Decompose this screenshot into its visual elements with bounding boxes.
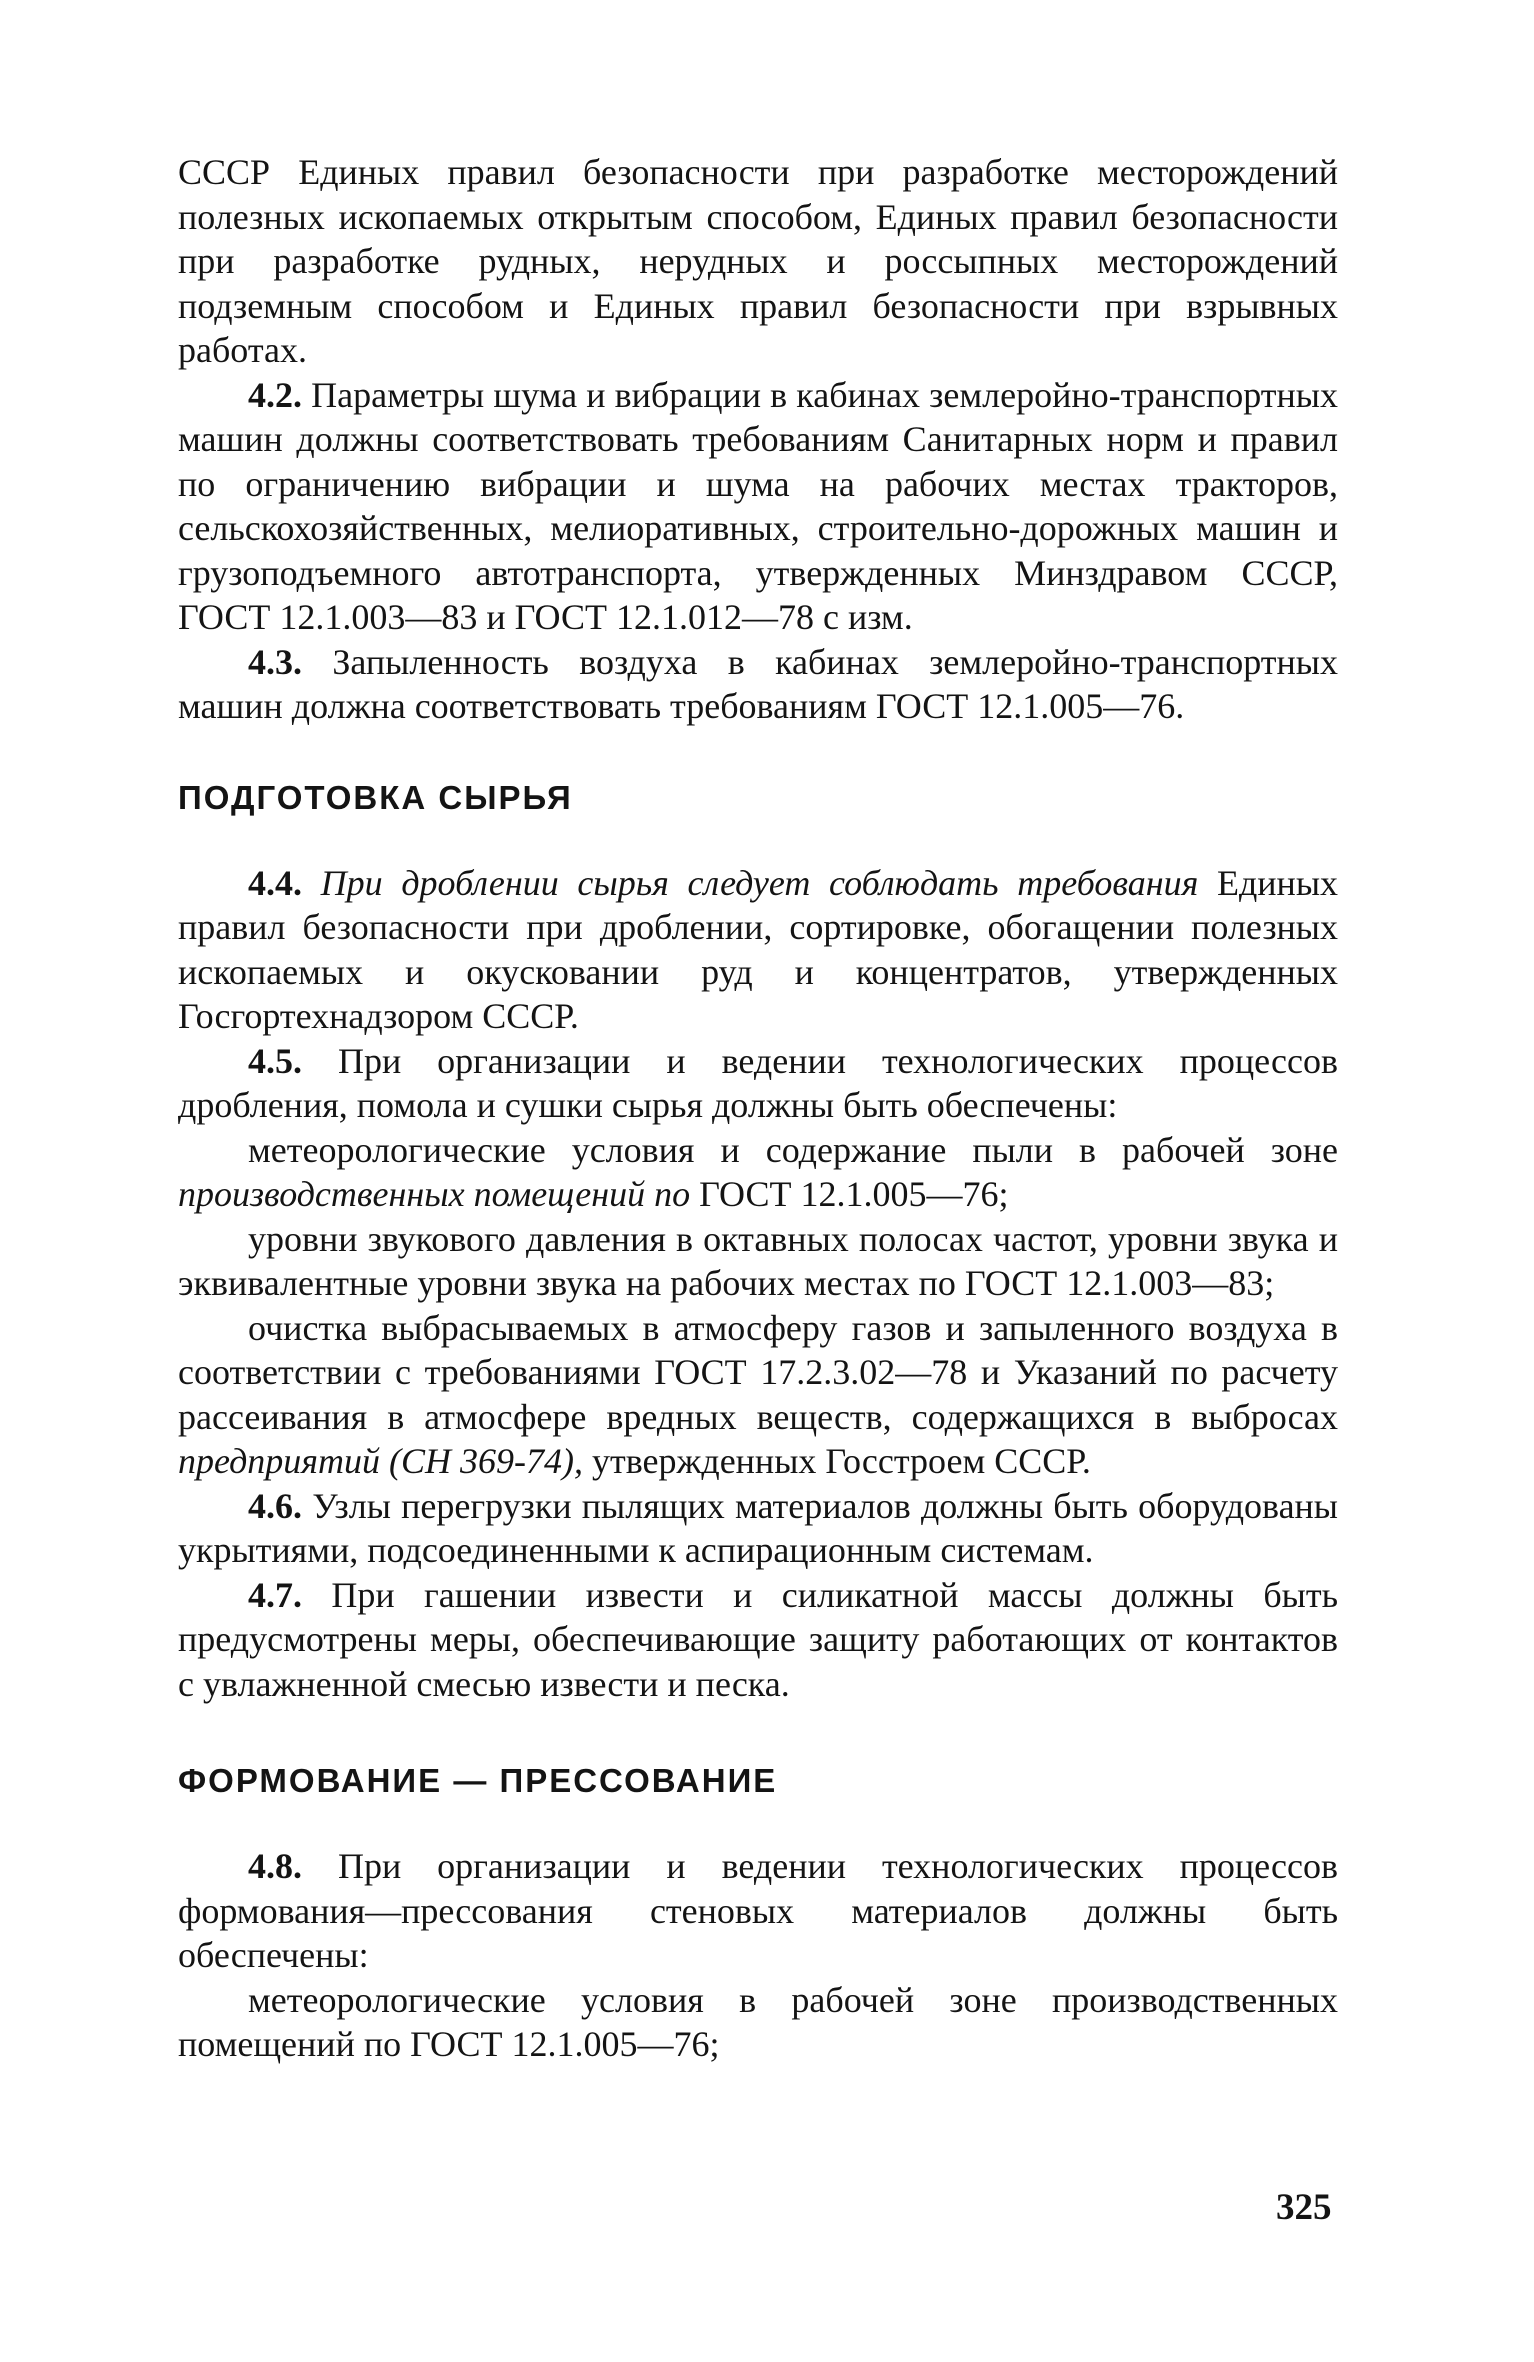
- paragraph-number: 4.7.: [248, 1574, 302, 1615]
- section-heading-raw-material-preparation: ПОДГОТОВКА СЫРЬЯ: [178, 778, 573, 816]
- paragraph-4-5-item-3: [178, 1306, 1338, 1484]
- paragraph-4-5: [178, 1039, 1338, 1128]
- item-italic-text: производственных помещений по: [178, 1174, 691, 1214]
- item-text: очистка выбрасываемых в атмосферу газов и запыленного воздуха в соответствии с требованиями ГОСТ 17.2.3.02—78 и Указаний по расчету рассеивания в атмосфере вредных веществ, содержащихся в выбросах: [178, 1307, 1338, 1437]
- item-text: ГОСТ 12.1.005—76;: [699, 1174, 1009, 1214]
- paragraph-text: Узлы перегрузки пылящих материалов должны быть оборудованы укрытиями, подсоединенными к аспирационным системам.: [178, 1485, 1338, 1570]
- paragraph-number: 4.3.: [248, 641, 302, 682]
- paragraph-4-6: [178, 1484, 1338, 1573]
- paragraph-text: Единых правил безопасности при дроблении, сортировке, обогащении полезных ископаемых и окусковании руд и концентратов, утвержденных Госгортехнадзором СССР.: [178, 862, 1339, 1036]
- paragraph-4-8: [178, 1844, 1338, 1978]
- paragraph-number: 4.6.: [248, 1485, 302, 1526]
- paragraph-number: 4.5.: [248, 1040, 302, 1081]
- section-heading-forming-pressing: ФОРМОВАНИЕ — ПРЕССОВАНИЕ: [178, 1762, 778, 1799]
- paragraph-4-5-item-1: [178, 1128, 1338, 1217]
- paragraph-text: Параметры шума и вибрации в кабинах землеройно-транспортных машин должны соответствовать требованиям Санитарных норм и правил по ограничению вибрации и шума на рабочих местах тракторов, сельскохозяйственных, мелиоративных, строительно-дорожных машин и грузоподъемного автотранспорта, утвержденных Минздравом СССР, ГОСТ 12.1.003—83 и ГОСТ 12.1.012—78 с изм.: [178, 374, 1338, 637]
- paragraph-number: 4.4.: [248, 862, 302, 903]
- item-text: утвержденных Госстроем СССР.: [592, 1441, 1091, 1481]
- paragraph-4-3: [178, 640, 1338, 729]
- paragraph-text: При организации и ведении технологических процессов формования—прессования стеновых материалов должны быть обеспечены:: [178, 1846, 1338, 1975]
- document-page: [178, 150, 1338, 2067]
- page-number: 325: [1276, 2187, 1332, 2228]
- paragraph-4-4: [178, 861, 1338, 1039]
- paragraph-number: 4.2.: [248, 374, 302, 415]
- paragraph-text: При организации и ведении технологических процессов дробления, помола и сушки сырья должны быть обеспечены:: [178, 1040, 1338, 1125]
- paragraph-4-7: [178, 1573, 1338, 1707]
- paragraph-italic-text: При дроблении сырья следует соблюдать требования: [320, 862, 1199, 903]
- paragraph-4-5-item-2: уровни звукового давления в октавных полосах частот, уровни звука и эквивалентные уровни звука на рабочих местах по ГОСТ 12.1.003—83;: [178, 1218, 1338, 1303]
- intro-continuation-paragraph: СССР Единых правил безопасности при разработке месторождений полезных ископаемых открытым способом, Единых правил безопасности при разработке рудных, нерудных и россыпных месторождений подземным способом и Единых правил безопасности при взрывных работах.: [178, 152, 1338, 370]
- paragraph-4-2: [178, 373, 1338, 640]
- paragraph-text: Запыленность воздуха в кабинах землеройно-транспортных машин должна соответствовать требованиям ГОСТ 12.1.005—76.: [178, 641, 1338, 726]
- item-text: метеорологические условия и содержание пыли в рабочей зоне: [248, 1129, 1338, 1170]
- paragraph-4-8-item-1: метеорологические условия в рабочей зоне производственных помещений по ГОСТ 12.1.005—76;: [178, 1979, 1338, 2064]
- item-italic-text: предприятий (СН 369-74),: [178, 1441, 583, 1481]
- paragraph-number: 4.8.: [248, 1846, 302, 1886]
- paragraph-text: При гашении извести и силикатной массы должны быть предусмотрены меры, обеспечивающие защиту работающих от контактов с увлажненной смесью извести и песка.: [178, 1574, 1339, 1704]
